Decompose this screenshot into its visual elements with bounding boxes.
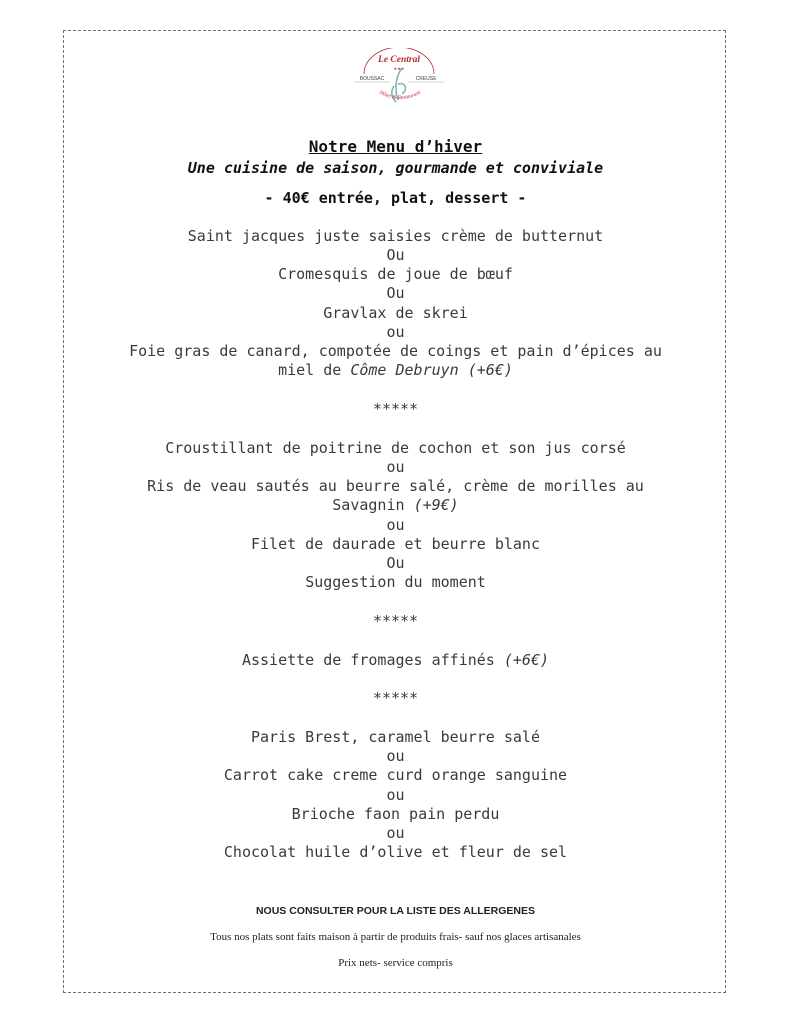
main-item: Filet de daurade et beurre blanc — [251, 535, 540, 553]
logo-graphic — [344, 48, 454, 112]
logo-bottom-label: Hôtel & Restaurant — [378, 89, 422, 102]
entree-item: Saint jacques juste saisies crème de butternut — [187, 227, 604, 245]
separator-or: ou — [386, 458, 405, 476]
dessert-item: Carrot cake creme curd orange sanguine — [223, 766, 568, 784]
entree-item: Foie gras de canard, compotée de coings et pain d’épices au — [129, 342, 662, 360]
separator-or: Ou — [386, 284, 405, 302]
dessert-item: Brioche faon pain perdu — [291, 805, 500, 823]
logo-right-label: CREUSE — [415, 76, 437, 82]
entree-item-continued: miel de Côme Debruyn (+6€) — [278, 361, 513, 379]
separator-or: ou — [386, 824, 405, 842]
separator-or: ou — [386, 747, 405, 765]
dessert-item: Paris Brest, caramel beurre salé — [251, 728, 540, 746]
svg-text:Hôtel & Restaurant — [377, 89, 422, 101]
supplement-note: Côme Debruyn (+6€) — [350, 361, 513, 379]
separator-or: ou — [386, 516, 405, 534]
course-separator: ***** — [372, 612, 419, 630]
menu-price: - 40€ entrée, plat, dessert - — [264, 189, 527, 207]
course-separator: ***** — [372, 689, 419, 707]
main-item: Ris de veau sautés au beurre salé, crème de morilles au — [147, 477, 644, 495]
entree-item: Cromesquis de joue de bœuf — [278, 265, 513, 283]
cheese-item: Assiette de fromages affinés (+6€) — [241, 651, 550, 669]
separator-or: ou — [386, 786, 405, 804]
main-item: Croustillant de poitrine de cochon et son jus corsé — [165, 439, 626, 457]
allergens-notice: NOUS CONSULTER POUR LA LISTE DES ALLERGENES — [255, 905, 536, 917]
entree-item: Gravlax de skrei — [323, 304, 468, 322]
menu-title: Notre Menu d’hiver — [308, 137, 483, 156]
logo-name: Le Central — [378, 55, 420, 65]
course-separator: ***** — [372, 400, 419, 418]
logo-left-label: BOUSSAC — [359, 76, 385, 82]
supplement-note: (+6€) — [503, 651, 550, 669]
separator-or: Ou — [386, 246, 405, 264]
price-notice: Prix nets- service compris — [338, 957, 453, 969]
main-item: Suggestion du moment — [305, 573, 486, 591]
homemade-notice: Tous nos plats sont faits maison à partir de produits frais- sauf nos glaces artisanales — [210, 931, 581, 943]
logo-stars: ★★★ — [393, 66, 405, 71]
separator-or: Ou — [386, 554, 405, 572]
restaurant-logo — [344, 48, 454, 112]
separator-or: ou — [386, 323, 405, 341]
menu-subtitle: Une cuisine de saison, gourmande et conviviale — [187, 159, 604, 177]
supplement-note: (+9€) — [413, 496, 459, 514]
main-item-continued: Savagnin (+9€) — [332, 496, 459, 514]
dessert-item: Chocolat huile d’olive et fleur de sel — [223, 843, 568, 861]
